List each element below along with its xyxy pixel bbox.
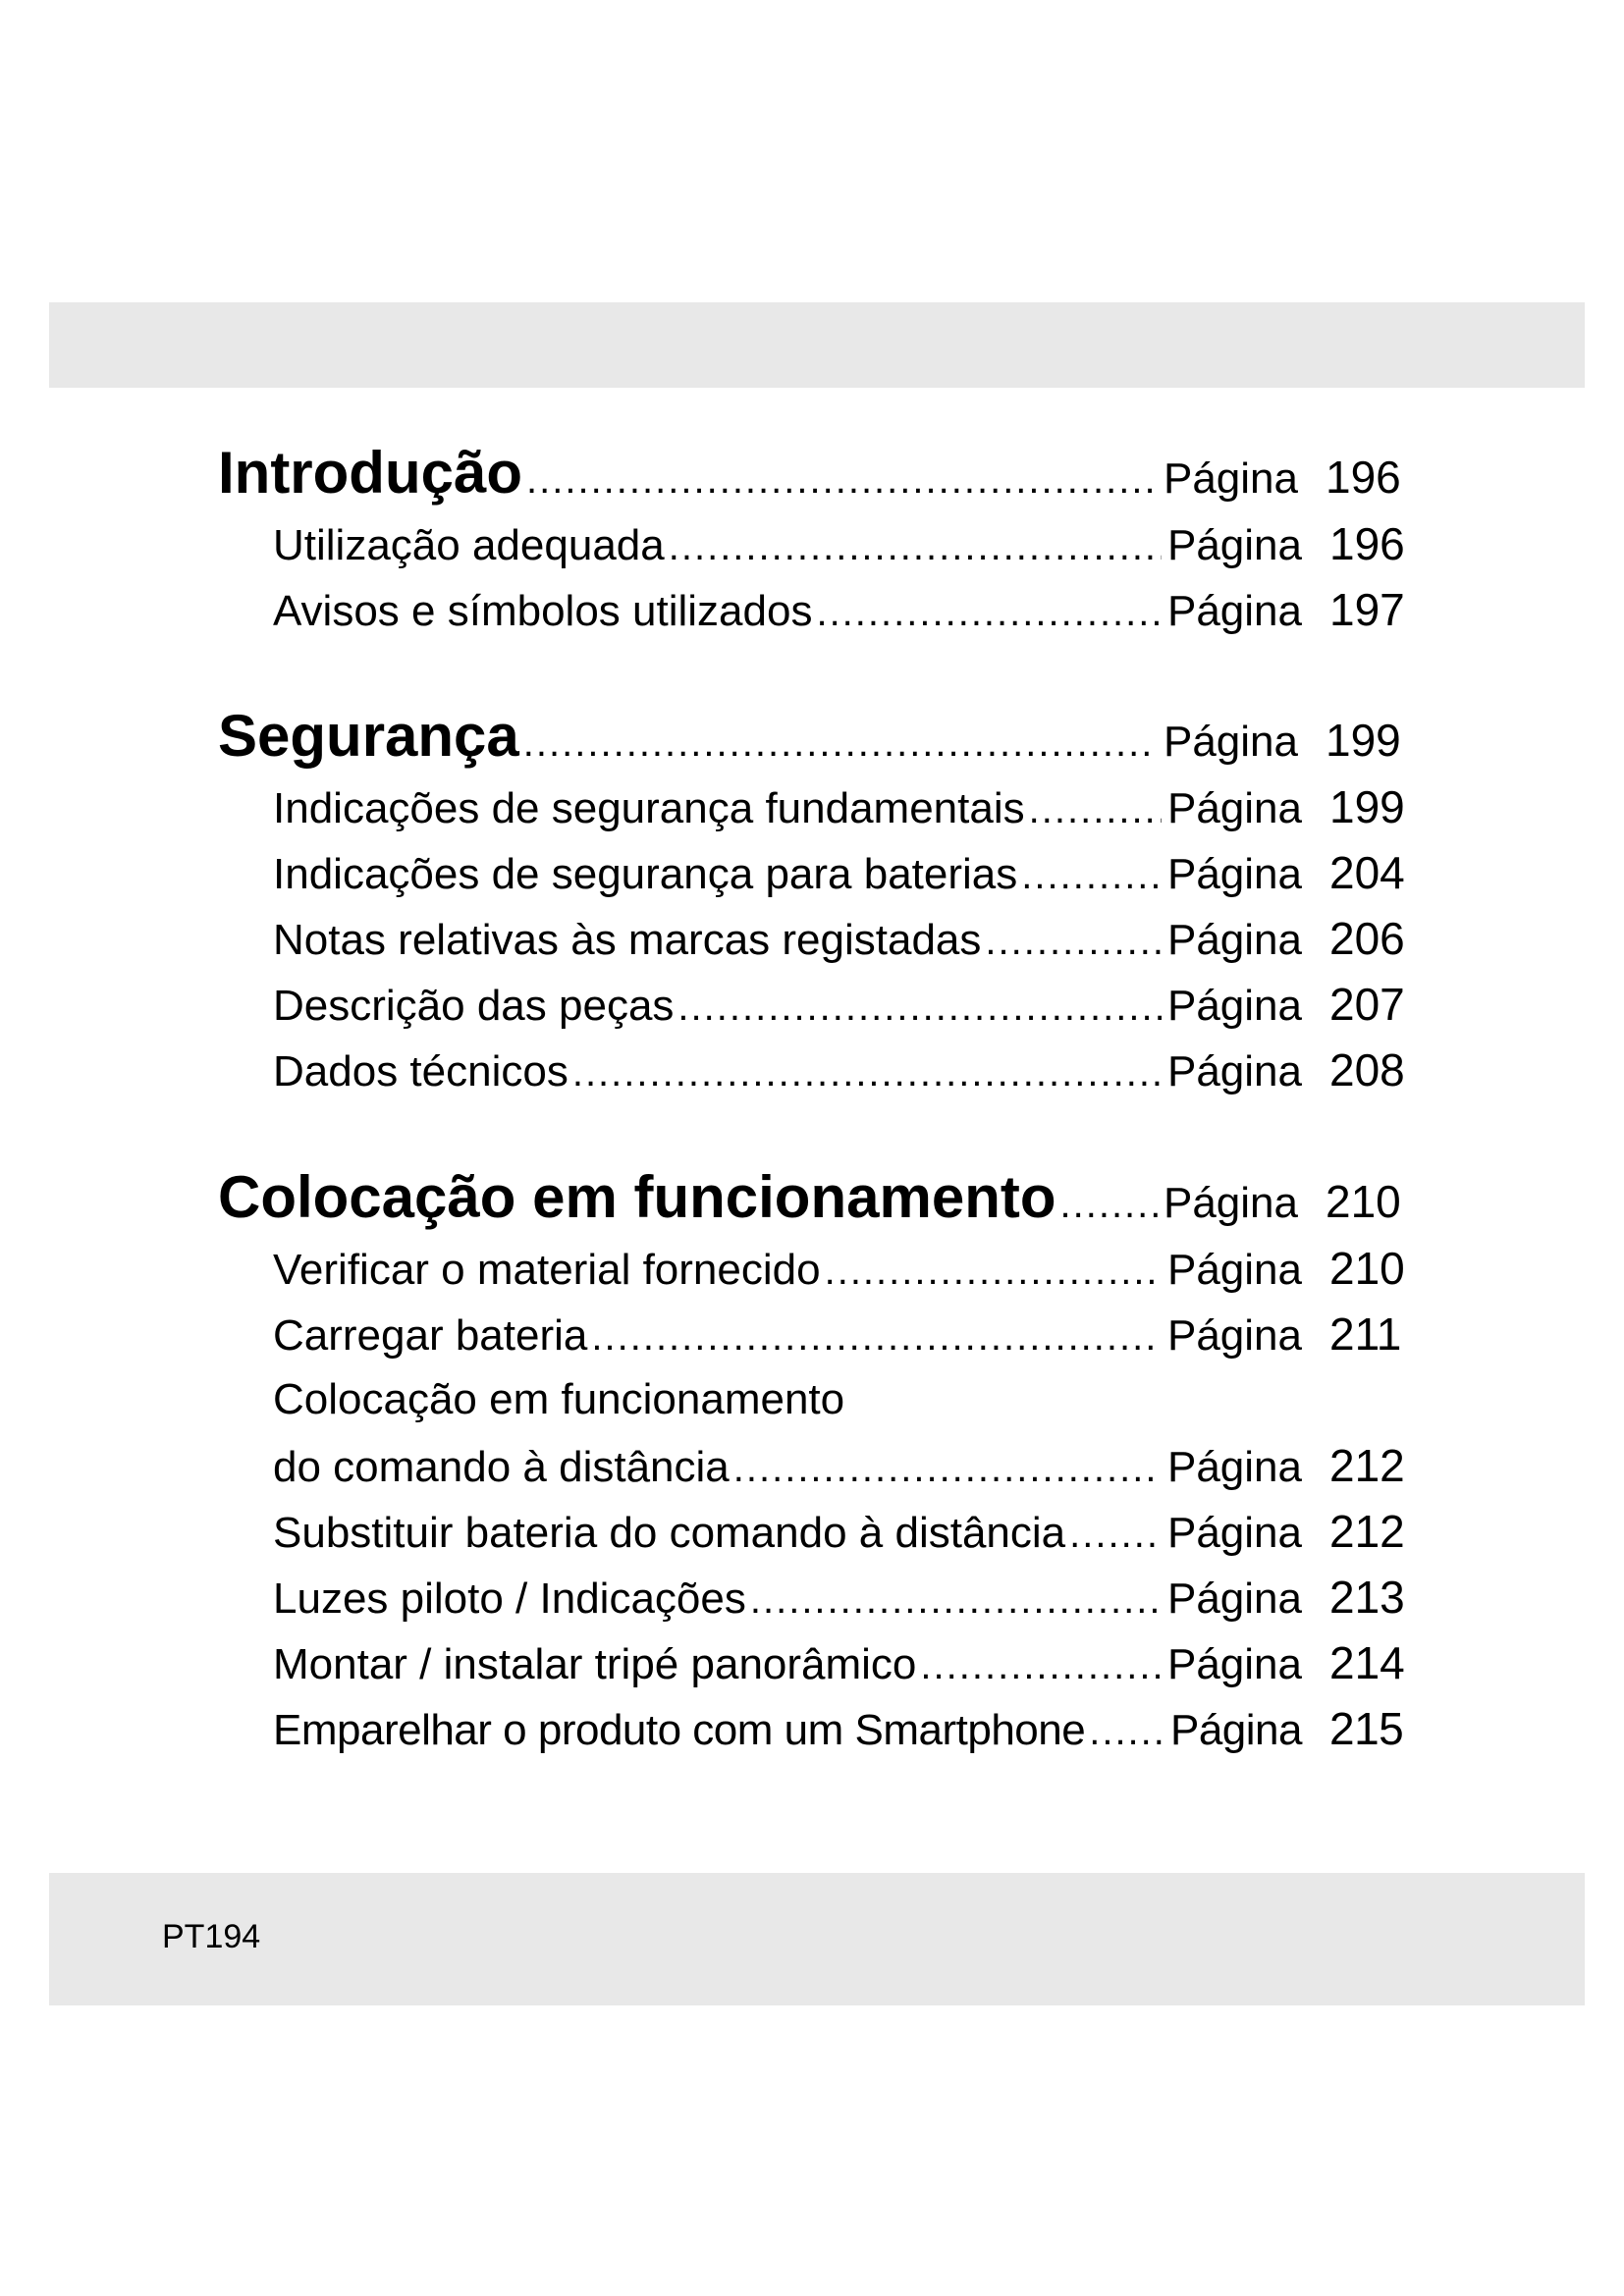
toc-item[interactable] — [273, 1041, 1418, 1099]
toc-page-number: 214 — [1329, 1637, 1405, 1688]
toc-item[interactable] — [273, 1502, 1418, 1561]
toc-page-number: 196 — [1326, 452, 1401, 503]
toc-page-label: Página — [1166, 587, 1302, 635]
toc-leader-dots — [591, 1308, 1162, 1366]
toc-page-label: Página — [1166, 521, 1302, 569]
toc-page-number: 204 — [1329, 847, 1405, 898]
toc-section-title: Introdução — [218, 440, 522, 506]
toc-item-title: Carregar bateria — [273, 1311, 588, 1360]
toc-leader-dots — [825, 1242, 1162, 1301]
toc-item-title: Emparelhar o produto com um Smartphone — [273, 1706, 1086, 1754]
toc-page-number: 196 — [1329, 518, 1405, 569]
toc-page-number: 197 — [1329, 584, 1405, 635]
toc-page-number: 212 — [1329, 1506, 1405, 1557]
toc-page-label: Página — [1166, 982, 1302, 1030]
toc-page-number: 206 — [1329, 913, 1405, 964]
page-number: PT194 — [162, 1918, 261, 1955]
toc-page-number: 199 — [1326, 715, 1401, 766]
toc-page-number: 199 — [1329, 781, 1405, 832]
toc-item-title: Substituir bateria do comando à distância — [273, 1509, 1066, 1557]
toc-page-label: Página — [1166, 850, 1302, 898]
toc-page-label: Página — [1163, 718, 1298, 766]
toc-leader-dots — [669, 517, 1162, 576]
toc-page-label: Página — [1166, 1443, 1302, 1491]
toc-item-title: Indicações de segurança fundamentais — [273, 784, 1025, 832]
toc-page-number: 208 — [1329, 1044, 1405, 1095]
toc-item-title: do comando à distância — [273, 1443, 730, 1491]
footer-band — [49, 1873, 1585, 2005]
toc-item[interactable] — [273, 1239, 1418, 1298]
toc-page-number: 215 — [1329, 1703, 1404, 1754]
toc-leader-dots — [1029, 780, 1162, 839]
toc-item-title: Luzes piloto / Indicações — [273, 1575, 746, 1623]
toc-item-title: Colocação em funcionamento — [273, 1375, 845, 1423]
toc-page-number: 213 — [1329, 1572, 1405, 1623]
toc-leader-dots — [523, 709, 1158, 777]
toc-section-seguranca[interactable] — [218, 702, 1414, 771]
toc-item[interactable] — [273, 514, 1418, 573]
toc-page-number: 210 — [1329, 1243, 1405, 1294]
toc-item-heading-line[interactable] — [273, 1370, 844, 1429]
toc-page-number: 207 — [1329, 979, 1405, 1030]
toc-section-title: Colocação em funcionamento — [218, 1164, 1056, 1230]
toc-item[interactable] — [273, 843, 1418, 902]
toc-page-label: Página — [1166, 1509, 1302, 1557]
toc-item[interactable] — [273, 975, 1418, 1034]
toc-item-title: Dados técnicos — [273, 1047, 568, 1095]
toc-leader-dots — [750, 1571, 1162, 1629]
toc-item-title: Indicações de segurança para baterias — [273, 850, 1018, 898]
toc-leader-dots — [572, 1043, 1162, 1102]
toc-page-number: 211 — [1329, 1308, 1402, 1360]
toc-leader-dots — [920, 1636, 1162, 1695]
toc-leader-dots — [1069, 1505, 1162, 1564]
toc-leader-dots — [985, 912, 1162, 971]
toc-leader-dots — [1021, 846, 1162, 905]
toc-page-label: Página — [1166, 784, 1302, 832]
toc-item-title: Descrição das peças — [273, 982, 675, 1030]
toc-leader-dots — [1059, 1170, 1158, 1239]
toc-page-number: 210 — [1326, 1176, 1401, 1227]
toc-item[interactable] — [273, 1633, 1418, 1692]
toc-item-title: Notas relativas às marcas registadas — [273, 916, 982, 964]
toc-item[interactable] — [273, 1699, 1418, 1758]
toc-item[interactable] — [273, 1305, 1418, 1363]
toc-page-label: Página — [1166, 1047, 1302, 1095]
toc-item-title: Avisos e símbolos utilizados — [273, 587, 813, 635]
toc-page-label: Página — [1169, 1706, 1302, 1754]
toc-item[interactable] — [273, 909, 1418, 968]
toc-item-title: Utilização adequada — [273, 521, 665, 569]
toc-section-title: Segurança — [218, 703, 519, 769]
toc-page-label: Página — [1166, 1246, 1302, 1294]
toc-item[interactable] — [273, 580, 1418, 639]
toc-item-title: Montar / instalar tripé panorâmico — [273, 1640, 917, 1688]
toc-leader-dots — [1089, 1702, 1164, 1761]
toc-leader-dots — [526, 446, 1158, 514]
toc-section-introducao[interactable] — [218, 439, 1414, 507]
toc-section-colocacao[interactable] — [218, 1163, 1414, 1232]
toc-page-label: Página — [1166, 1640, 1302, 1688]
toc-item[interactable] — [273, 1568, 1418, 1627]
toc-item[interactable] — [273, 777, 1418, 836]
toc-leader-dots — [677, 978, 1162, 1037]
toc-page-label: Página — [1166, 1311, 1302, 1360]
toc-item[interactable] — [273, 1436, 1418, 1495]
toc-leader-dots — [816, 583, 1162, 642]
toc-page-number: 212 — [1329, 1440, 1405, 1491]
toc-page-label: Página — [1166, 916, 1302, 964]
toc-item-title: Verificar o material fornecido — [273, 1246, 821, 1294]
toc-page-label: Página — [1166, 1575, 1302, 1623]
toc-leader-dots — [733, 1439, 1162, 1498]
toc-page-label: Página — [1163, 1179, 1298, 1227]
toc-page-label: Página — [1163, 454, 1298, 503]
